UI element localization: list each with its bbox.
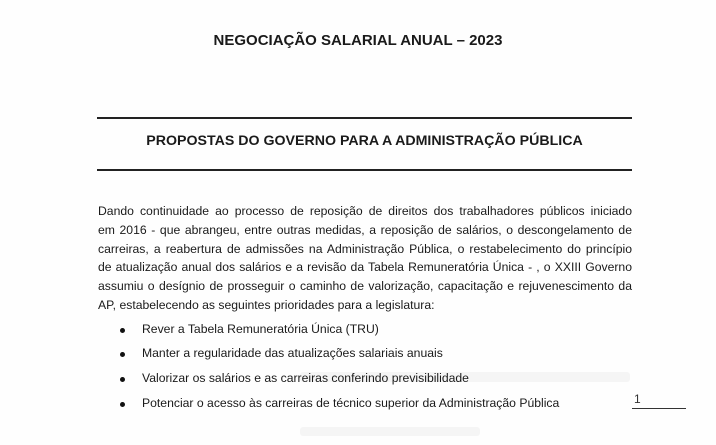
horizontal-rule-bottom bbox=[97, 169, 632, 171]
list-item-text: Potenciar o acesso às carreiras de técnico superior da Administração Pública bbox=[142, 396, 560, 410]
paragraph-line: Dando continuidade ao processo de reposição de direitos dos trabalhadores públicos iniciado bbox=[98, 204, 632, 218]
paragraph-line: AP, estabelecendo as seguintes prioridades para a legislatura: bbox=[98, 297, 435, 312]
list-item-text: Valorizar os salários e as carreiras conferindo previsibilidade bbox=[142, 371, 469, 385]
paragraph-line: assumiu o desígnio de prosseguir o caminho de valorização, capacitação e rejuvenescimento da bbox=[98, 279, 632, 294]
scan-bleed-through bbox=[300, 427, 480, 436]
bullet-icon bbox=[120, 352, 125, 357]
list-item-text: Manter a regularidade das atualizações salariais anuais bbox=[142, 346, 443, 360]
bullet-icon bbox=[120, 402, 125, 407]
intro-paragraph bbox=[98, 202, 632, 315]
bullet-icon bbox=[120, 328, 125, 333]
paragraph-line: carreiras, a reabertura de admissões na Administração Pública, o restabelecimento do princípio bbox=[98, 241, 632, 256]
document-title: NEGOCIAÇÃO SALARIAL ANUAL – 2023 bbox=[213, 32, 503, 49]
horizontal-rule-top bbox=[97, 117, 632, 119]
page-number: 1 bbox=[632, 392, 686, 409]
paragraph-line: em 2016 - que abrangeu, entre outras medidas, a reposição de salários, o descongelamento de bbox=[98, 222, 632, 237]
bullet-icon bbox=[120, 377, 125, 382]
paragraph-line: de atualização anual dos salários e a revisão da Tabela Remuneratória Única - , o XXIII Governo bbox=[98, 260, 632, 275]
list-item-text: Rever a Tabela Remuneratória Única (TRU) bbox=[142, 322, 379, 336]
section-heading: PROPOSTAS DO GOVERNO PARA A ADMINISTRAÇÃO PÚBLICA bbox=[146, 133, 583, 149]
